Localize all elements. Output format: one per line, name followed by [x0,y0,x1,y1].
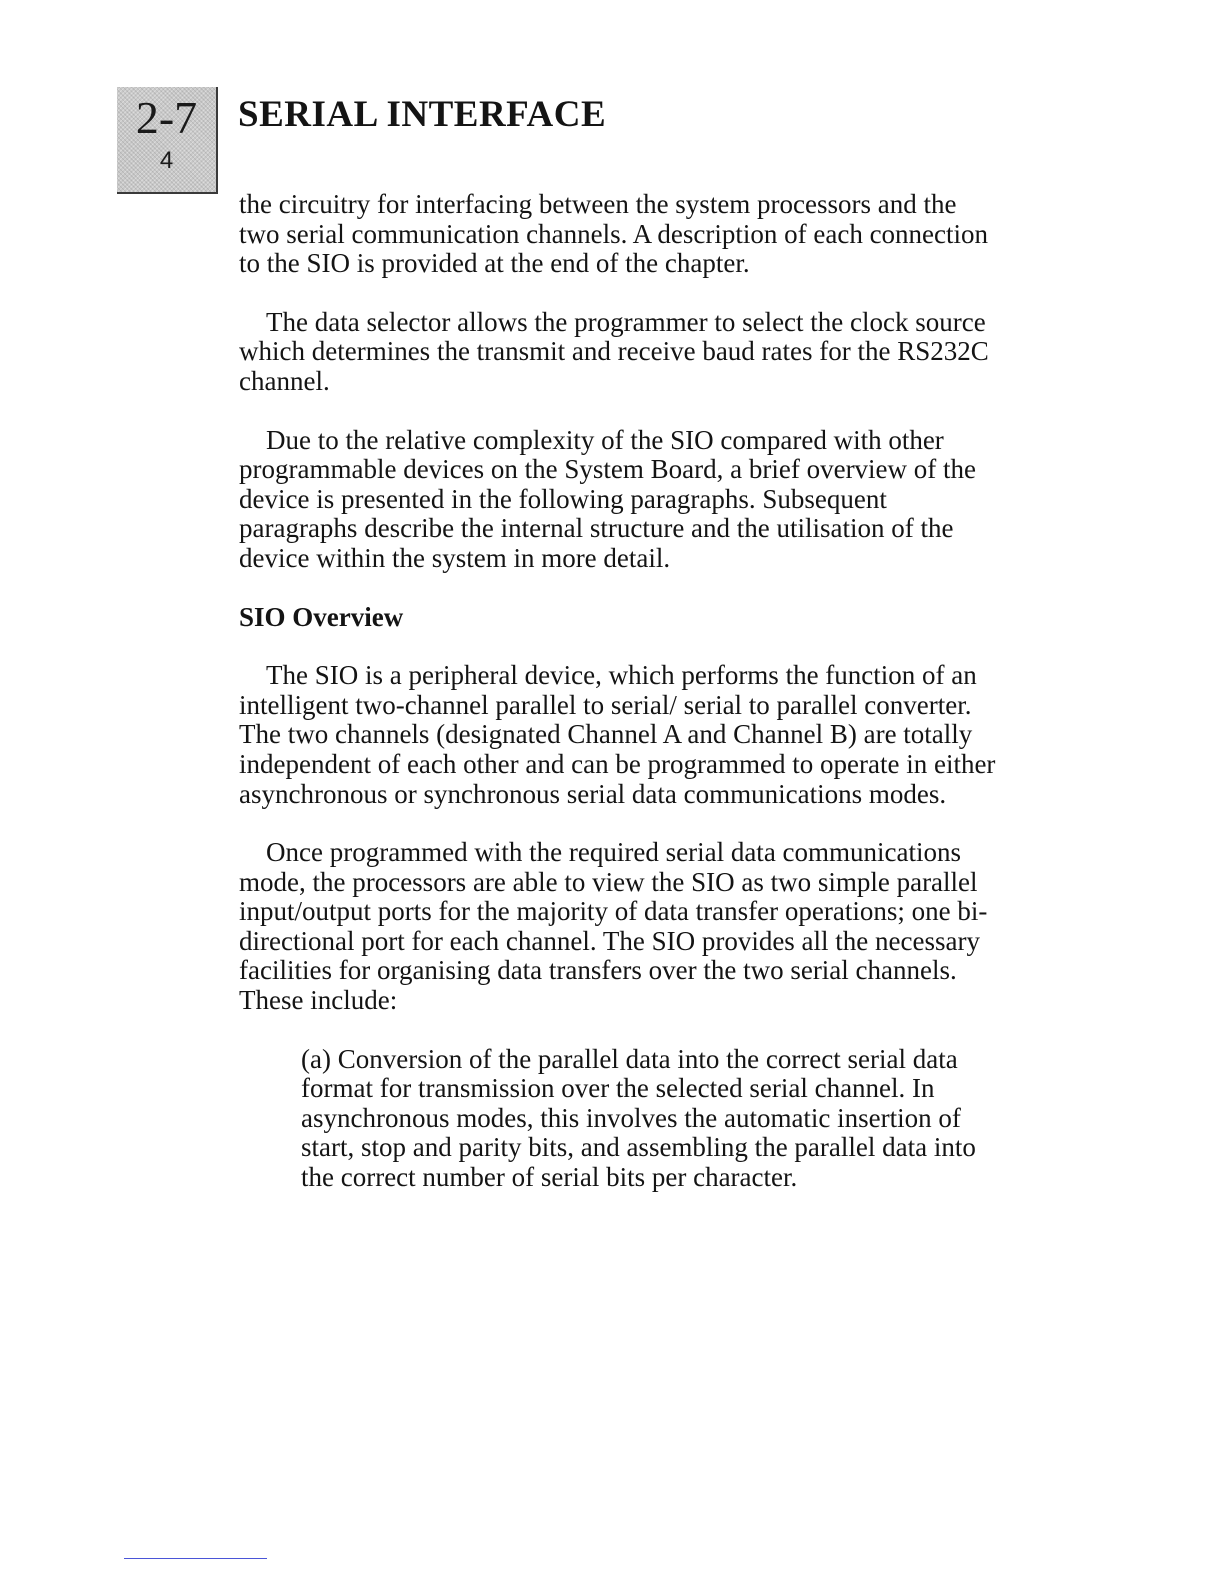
section-tab [117,87,218,194]
page-title: SERIAL INTERFACE [238,94,607,135]
paragraph-sio-description: The SIO is a peripheral device, which performs the function of an intelligent two-channel parallel to serial/ serial to parallel converter. The two channels (designated Channel A and Channel B) are totally independent of each other and can be programmed to operate in either asynchronous or synchronous serial data communications modes. [239,660,996,809]
paragraph-continuation: the circuitry for interfacing between the system processors and the two serial communication channels. A description of each connection to the SIO is provided at the end of the chapter. [239,189,989,279]
section-number: 2-7 [135,92,198,143]
paragraph-programmed: Once programmed with the required serial data communications mode, the processors are able to view the SIO as two simple parallel input/output ports for the majority of data transfer operations; one bi-directional port for each channel. The SIO provides all the necessary facilities for organising data transfers over the two serial channels. These include: [239,837,988,1016]
body-text [239,190,999,1193]
subheading-sio-overview: SIO Overview [239,601,404,632]
list-item-a: (a) Conversion of the parallel data into the correct serial data format for transmission over the selected serial channel. In asynchronous modes, this involves the automatic insertion of start, stop and parity bits, and assembling the parallel data into the correct number of serial bits per character. [301,1043,976,1193]
page-number: 4 [159,147,174,174]
paragraph-complexity: Due to the relative complexity of the SIO compared with other programmable devices on the System Board, a brief overview of the device is presented in the following paragraphs. Subsequent paragraphs describe the internal structure and the utilisation of the device within the system in more detail. [239,424,977,573]
paragraph-data-selector: The data selector allows the programmer to select the clock source which determines the transmit and receive baud rates for the RS232C channel. [239,306,989,396]
footnote-rule [124,1558,267,1559]
